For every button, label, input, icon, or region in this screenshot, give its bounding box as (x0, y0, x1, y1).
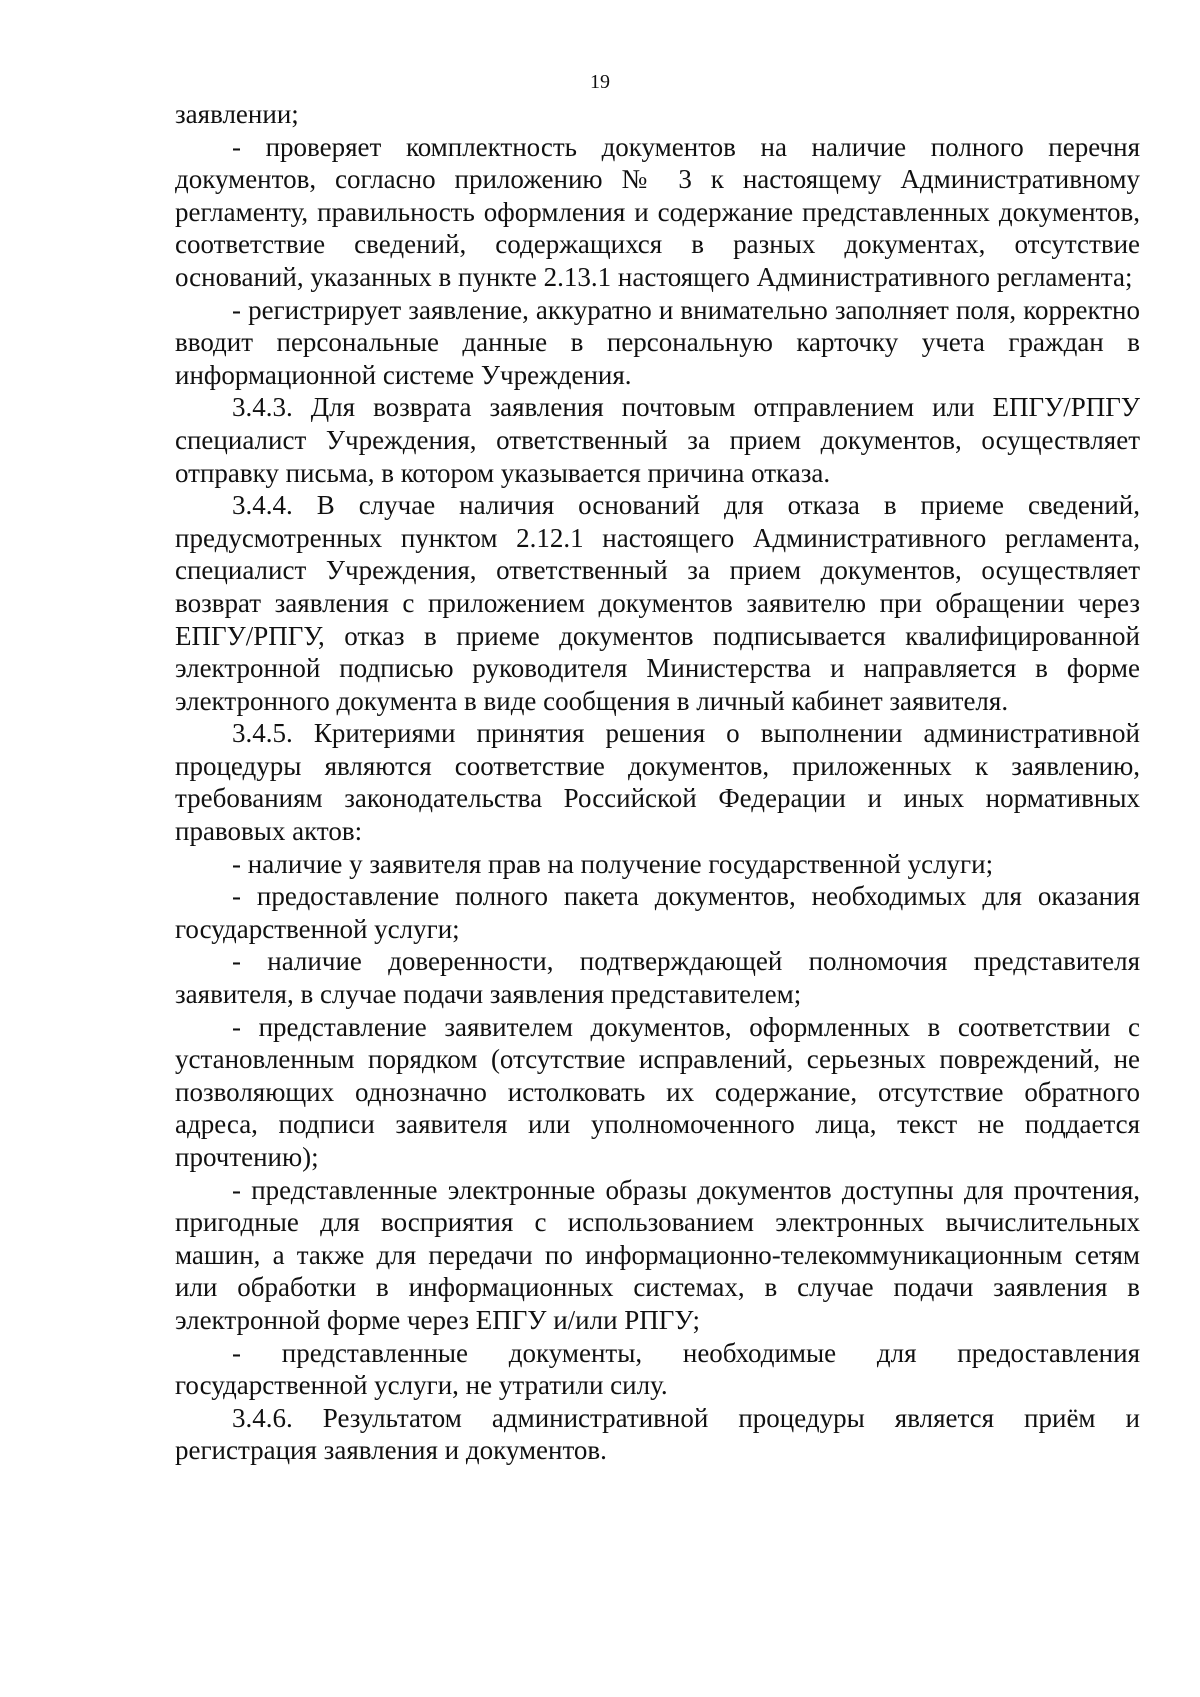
paragraph-3-4-4: 3.4.4. В случае наличия оснований для отказа в приеме сведений, предусмотренных пунктом 2.12.1 настоящего Административного регламента, специалист Учреждения, ответственный за прием документов, осуществляет возврат заявления с приложением документов заявителю при обращении через ЕПГУ/РПГУ, отказ в приеме документов подписывается квалифицированной электронной подписью руководителя Министерства и направляется в форме электронного документа в виде сообщения в личный кабинет заявителя. (175, 490, 1140, 716)
page-number: 19 (590, 71, 610, 93)
document-body (175, 98, 1140, 1467)
criterion-full-package: - предоставление полного пакета документов, необходимых для оказания государственной услуги; (175, 881, 1140, 944)
criterion-electronic-images: - представленные электронные образы документов доступны для прочтения, пригодные для восприятия с использованием электронных вычислительных машин, а также для передачи по информационно-телекоммуникационным сетям или обработки в информационных системах, в случае подачи заявления в электронной форме через ЕПГУ и/или РПГУ; (175, 1174, 1140, 1335)
paragraph-3-4-6: 3.4.6. Результатом административной процедуры является приём и регистрация заявления и документов. (175, 1402, 1140, 1466)
paragraph-register-application: - регистрирует заявление, аккуратно и внимательно заполняет поля, корректно вводит персональные данные в персональную карточку учета граждан в информационной системе Учреждения. (175, 294, 1140, 390)
paragraph-3-4-3: 3.4.3. Для возврата заявления почтовым отправлением или ЕПГУ/РПГУ специалист Учреждения, ответственный за прием документов, осуществляет отправку письма, в котором указывается причина отказа. (175, 392, 1140, 488)
criterion-valid-documents: - представленные документы, необходимые для предоставления государственной услуги, не утратили силу. (175, 1337, 1140, 1401)
criterion-power-of-attorney: - наличие доверенности, подтверждающей полномочия представителя заявителя, в случае подачи заявления представителем; (175, 946, 1140, 1010)
criterion-rights: - наличие у заявителя прав на получение государственной услуги; (232, 848, 994, 879)
paragraph-3-4-5: 3.4.5. Критериями принятия решения о выполнении административной процедуры являются соответствие документов, приложенных к заявлению, требованиям законодательства Российской Федерации и иных нормативных правовых актов: (175, 718, 1140, 847)
criterion-proper-documents: - представление заявителем документов, оформленных в соответствии с установленным порядком (отсутствие исправлений, серьезных повреждений, не позволяющих однозначно истолковать их содержание, отсутствие обратного адреса, подписи заявителя или уполномоченного лица, текст не поддается прочтению); (175, 1011, 1140, 1172)
paragraph-check-completeness: - проверяет комплектность документов на наличие полного перечня документов, согласно приложению № 3 к настоящему Административному регламенту, правильность оформления и содержание представленных документов, соответствие сведений, содержащихся в разных документах, отсутствие оснований, указанных в пункте 2.13.1 настоящего Административного регламента; (175, 131, 1140, 292)
paragraph-continuation: заявлении; (175, 99, 299, 129)
